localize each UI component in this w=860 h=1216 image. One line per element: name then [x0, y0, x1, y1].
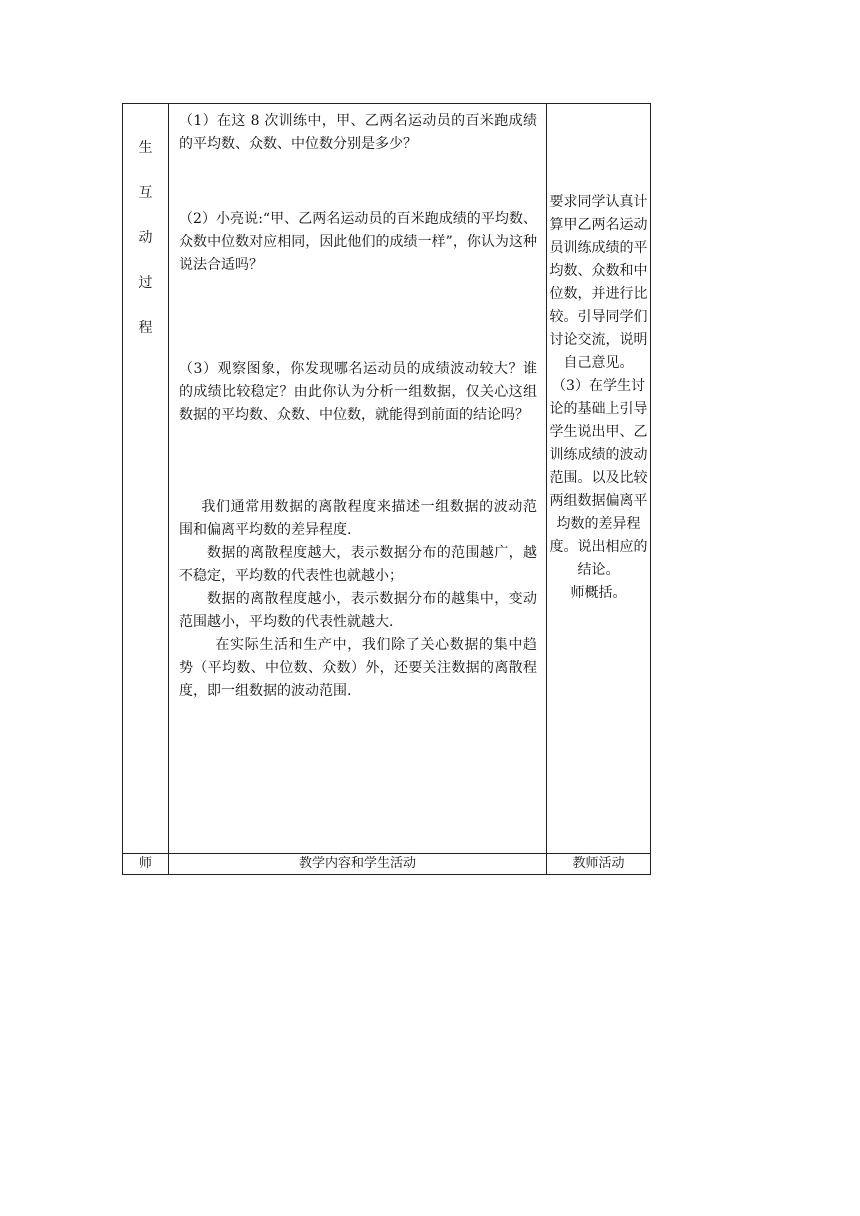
content-cell — [169, 104, 547, 854]
teacher-activity-text: 要求同学认真计算甲乙两名运动员训练成绩的平均数、众数和中位数，并进行比较。引导同学们讨论交流，说明自己意见。 — [549, 194, 648, 371]
teacher-activity-text: （3）在学生讨论的基础上引导学生说出甲、乙训练成绩的波动范围。以及比较两组数据偏离平均数的差异程度。说出相应的结论。 — [549, 378, 648, 578]
side-label-char: 生 — [138, 140, 153, 156]
teacher-activity-cell — [547, 104, 651, 854]
side-label-char: 程 — [138, 320, 153, 336]
footer-cell-teacher: 师 — [123, 854, 169, 875]
side-label-char: 动 — [138, 230, 153, 246]
side-label-char: 过 — [138, 275, 153, 291]
question-3: （3）观察图象，你发现哪名运动员的成绩波动较大？谁的成绩比较稳定？由此你认为分析一组数据，仅关心这组数据的平均数、众数、中位数，就能得到前面的结论吗？ — [179, 361, 537, 423]
discussion-paragraph: 在实际生活和生产中，我们除了关心数据的集中趋势（平均数、中位数、众数）外，还要关注数据的离散程度，即一组数据的波动范围. — [179, 637, 537, 699]
question-1: （1）在这 8 次训练中，甲、乙两名运动员的百米跑成绩的平均数、众数、中位数分别是多少？ — [179, 113, 537, 152]
side-label-char: 互 — [138, 185, 153, 201]
main-row — [123, 104, 651, 854]
discussion-paragraph: 数据的离散程度越小，表示数据分布的越集中，变动范围越小，平均数的代表性就越大. — [179, 591, 537, 630]
footer-cell-content: 教学内容和学生活动 — [169, 854, 547, 875]
footer-cell-activity: 教师活动 — [547, 854, 651, 875]
discussion-paragraph: 我们通常用数据的离散程度来描述一组数据的波动范围和偏离平均数的差异程度. — [179, 499, 537, 538]
lesson-table — [122, 103, 651, 875]
question-2: （2）小亮说:“甲、乙两名运动员的百米跑成绩的平均数、众数中位数对应相同，因此他们的成绩一样”，你认为这种说法合适吗？ — [179, 211, 537, 273]
discussion-paragraph: 数据的离散程度越大，表示数据分布的范围越广，越不稳定，平均数的代表性也就越小； — [179, 545, 537, 584]
teacher-activity-text: 师概括。 — [570, 585, 627, 601]
side-label-cell — [123, 104, 169, 854]
footer-row — [123, 854, 651, 875]
